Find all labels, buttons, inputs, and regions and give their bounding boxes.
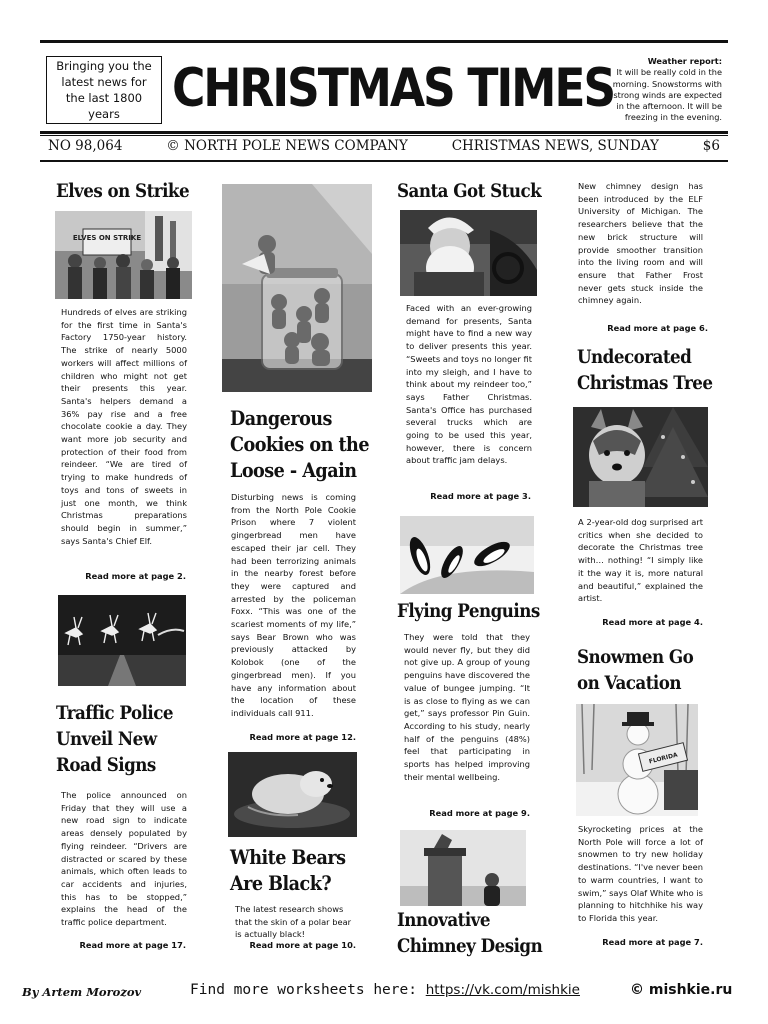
footer-link[interactable]: https://vk.com/mishkie: [425, 982, 580, 998]
body-elves: Hundreds of elves are striking for the first time in Santa's Factory 1750-year history. The strike of nearly 5000 workers will affect millions of children who might not get their presents this year. Santa's helpers demand a 36% pay rise and a free chocolate cookie a day. They want more job security and protection of their food from reindeer. “We are tired of trying to make hundreds of toys and tons of sweets in just one month, we think Christmas preparations should begin in summer,” says Santa's Chief Elf.: [61, 307, 187, 546]
read-more-santa[interactable]: Read more at page 3.: [430, 491, 531, 501]
headline-tree: Undecorated Christmas Tree: [577, 346, 713, 394]
photo-penguins: [400, 516, 534, 594]
body-chimney: New chimney design has been introduced by the ELF University of Michigan. The researchers believe that the new brick structure will provide smoother transition into the living room and will ensure that Father Frost never gets stuck inside the chimney again.: [578, 181, 703, 306]
body-snowmen: Skyrocketing prices at the North Pole will force a lot of snowmen to try new holiday destinations. “I've never been to warm countries, I want to swim,” says Olaf White who is planning to hitchhike his way to Florida this year.: [578, 824, 703, 923]
weather-report: [606, 56, 722, 124]
svg-text:ELVES ON STRIKE: ELVES ON STRIKE: [72, 234, 142, 242]
headline-penguins: Flying Penguins: [397, 600, 540, 622]
footer-copyright: © mishkie.ru: [630, 982, 733, 998]
photo-husky-tree: [573, 407, 708, 507]
photo-reindeer-sign: [58, 595, 186, 686]
masthead-rule-thin: [40, 135, 728, 136]
footer-find-text: Find more worksheets here:: [190, 982, 417, 998]
read-more-penguins[interactable]: Read more at page 9.: [429, 808, 530, 818]
read-more-snowmen[interactable]: Read more at page 7.: [602, 937, 703, 947]
headline-bears: White Bears Are Black?: [230, 845, 346, 895]
photo-santa-truck: [400, 210, 537, 296]
body-penguins: They were told that they would never fly, but they did not give up. A group of young penguins have discovered the value of bungee jumping. “It is as close to flying as we can get,” says professor Pin Guin. According to his study, nearly half of the penguins (48%) feel that participating in sports has helped improving their mental wellbeing.: [404, 632, 530, 782]
footer-author: By Artem Morozov: [22, 985, 142, 999]
photo-elves-strike: [55, 211, 192, 299]
read-more-chimney[interactable]: Read more at page 6.: [607, 323, 708, 333]
body-traffic: The police announced on Friday that they will use a new road sign to indicate areas densely populated by flying reindeer. “Drivers are distracted or scared by these animals, which often leads to car accidents and injuries, this has to be stopped,” explains the head of the traffic police department.: [61, 790, 187, 928]
headline-cookies: Dangerous Cookies on the Loose - Again: [230, 406, 369, 482]
read-more-elves[interactable]: Read more at page 2.: [85, 571, 186, 581]
photo-snowman: [576, 704, 698, 816]
photo-polar-bear: [228, 752, 357, 837]
tagline-box: [46, 56, 162, 124]
svg-text:FLORIDA: FLORIDA: [648, 751, 679, 766]
issue-number: NO 98,064: [48, 138, 123, 154]
tagline-text: Bringing you the latest news for the last 1800 years: [56, 59, 152, 121]
body-santa: Faced with an ever-growing demand for presents, Santa might have to find a new way to deliver presents this year. “Sweets and toys no longer fit into my sleigh, and I have to think about my reindeer too,” says Father Christmas. Santa's Office has purchased several trucks which are going to be used this year, however, there is concern about traffic jam delays.: [406, 303, 532, 466]
weather-text: It will be really cold in the morning. Snowstorms with strong winds are expected in the afternoon. It will be freezing in the evening.: [612, 67, 722, 123]
body-bears: The latest research shows that the skin of a polar bear is actually black!: [235, 904, 352, 940]
headline-traffic: Traffic Police Unveil New Road Signs: [56, 702, 174, 776]
photo-gingerbread-jar: [222, 184, 372, 392]
issue-price: $6: [702, 138, 720, 154]
issue-edition: CHRISTMAS NEWS, SUNDAY: [451, 138, 659, 154]
top-rule: [40, 40, 728, 43]
read-more-cookies[interactable]: Read more at page 12.: [249, 732, 356, 742]
read-more-bears[interactable]: Read more at page 10.: [249, 940, 356, 950]
headline-elves: Elves on Strike: [56, 180, 190, 202]
footer-find: [190, 982, 580, 998]
headline-santa: Santa Got Stuck: [397, 180, 542, 202]
issue-company: © NORTH POLE NEWS COMPANY: [166, 138, 408, 154]
masthead-title: CHRISTMAS TIMES: [172, 58, 615, 119]
read-more-traffic[interactable]: Read more at page 17.: [79, 940, 186, 950]
issue-bar: [48, 138, 720, 158]
weather-title: Weather report:: [647, 56, 722, 66]
body-cookies: Disturbing news is coming from the North Pole Cookie Prison where 7 violent gingerbread men have escaped their jar cell. They had been terrorizing animals in the nearby forest before they were captured and arrested by the policeman Foxx. “This was one of the scariest moments of my life,” says Bear Brown who was previously attacked by Kolobok (one of the gingerbread men). If you have any information about the location of these individuals call 911.: [231, 492, 356, 718]
read-more-tree[interactable]: Read more at page 4.: [602, 617, 703, 627]
headline-snowmen: Snowmen Go on Vacation: [577, 646, 694, 694]
issue-bar-rule: [40, 160, 728, 162]
masthead-rule-thick: [40, 131, 728, 134]
headline-chimney: Innovative Chimney Design: [397, 909, 543, 957]
photo-chimney: [400, 830, 526, 906]
body-tree: A 2-year-old dog surprised art critics when she decided to decorate the Christmas tree with… nothing! “I simply like it the way it is, more natural and beautiful,” explained the artist.: [578, 517, 703, 604]
